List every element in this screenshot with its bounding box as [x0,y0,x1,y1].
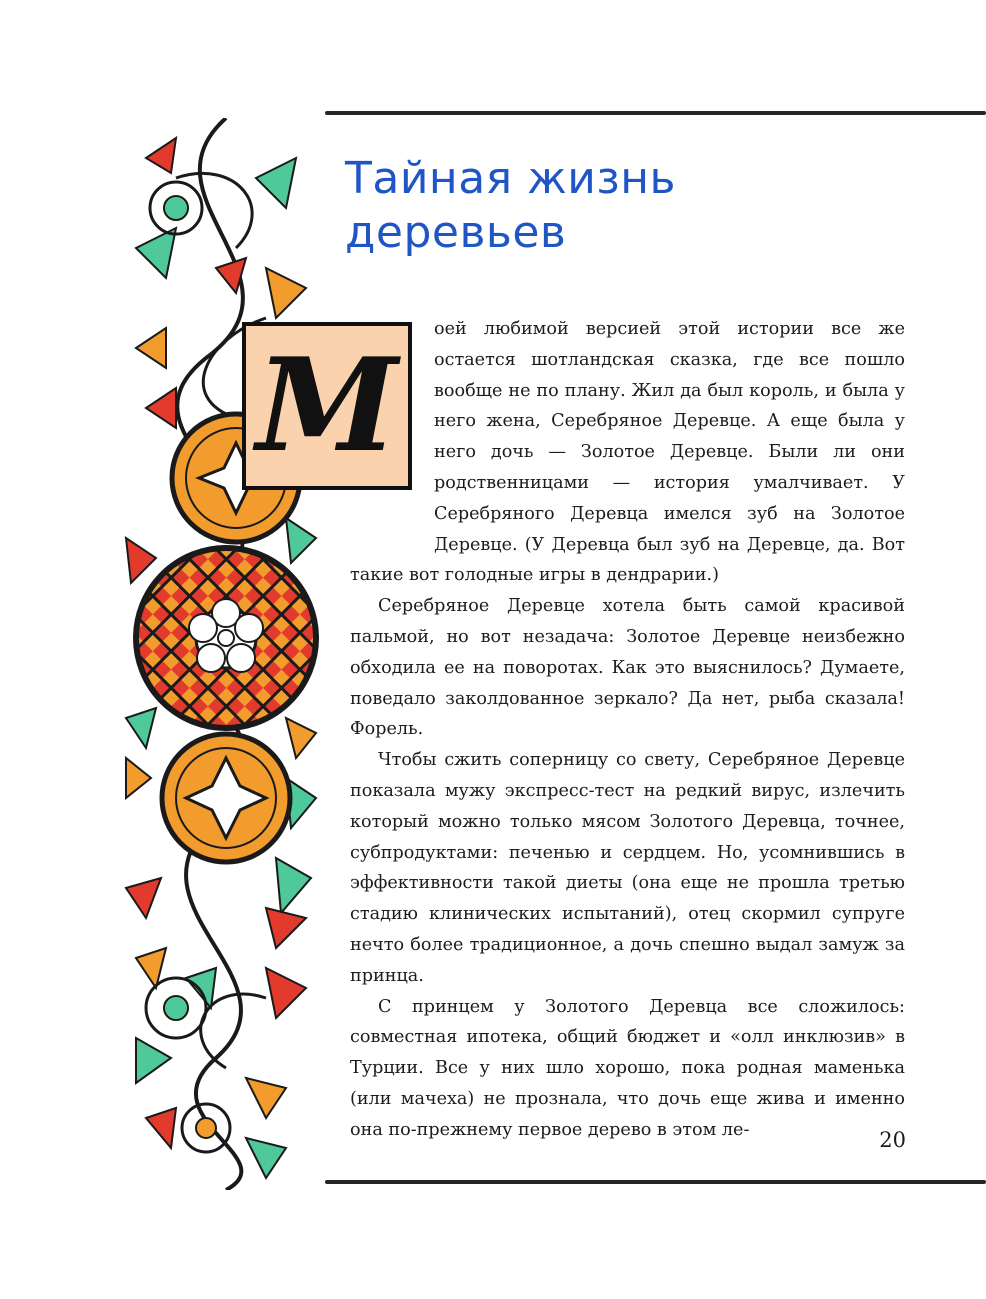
paragraph: оей любимой версией этой истории все же остается шотландская сказка, где все пошло вообще не по плану. Жил да был король, и была у него жена, Серебряное Деревце. А еще была у него дочь — Золотое Деревце. Были ли они родственницами — история умалчивает. У Серебряного Деревца имелся зуб на Золотое Деревце. (У Деревца был зуб на Деревце, да. Вот такие вот голодные игры в дендрарии.) [350,319,905,586]
chapter-title: Тайная жизнь деревьев [345,153,676,258]
paragraph: Чтобы сжить соперницу со свету, Серебряное Деревце показала мужу экспресс-тест на редкий вирус, излечить который можно только мясом Золотого Деревца, точнее, субпродуктами: печенью и сердцем. Но, усомнившись в эффективности такой диеты (она еще не прошла третью стадию клинических испытаний), отец скормил супруге нечто более традиционное, а дочь спешно выдал замуж за принца. [350,750,905,986]
paragraph: Серебряное Деревце хотела быть самой красивой пальмой, но вот незадача: Золотое Деревце неизбежно обходила ее на поворотах. Как это выяснилось? Думаете, поведало заколдованное зеркало? Да нет, рыба сказала! Форель. [350,596,905,740]
drop-cap-letter: М [246,326,408,486]
top-rule [325,111,986,115]
ornamental-border [116,118,326,1190]
page-number: 20 [879,1128,906,1152]
drop-cap-spacer [350,314,434,530]
bottom-rule [325,1180,986,1184]
paragraph: С принцем у Золотого Деревца все сложилось: совместная ипотека, общий бюджет и «олл инклюзив» в Турции. Все у них шло хорошо, пока родная маменька (или мачеха) не прознала, что дочь еще жива и именно она по-прежнему первое дерево в этом ле- [350,996,905,1140]
body-text [350,314,905,1146]
